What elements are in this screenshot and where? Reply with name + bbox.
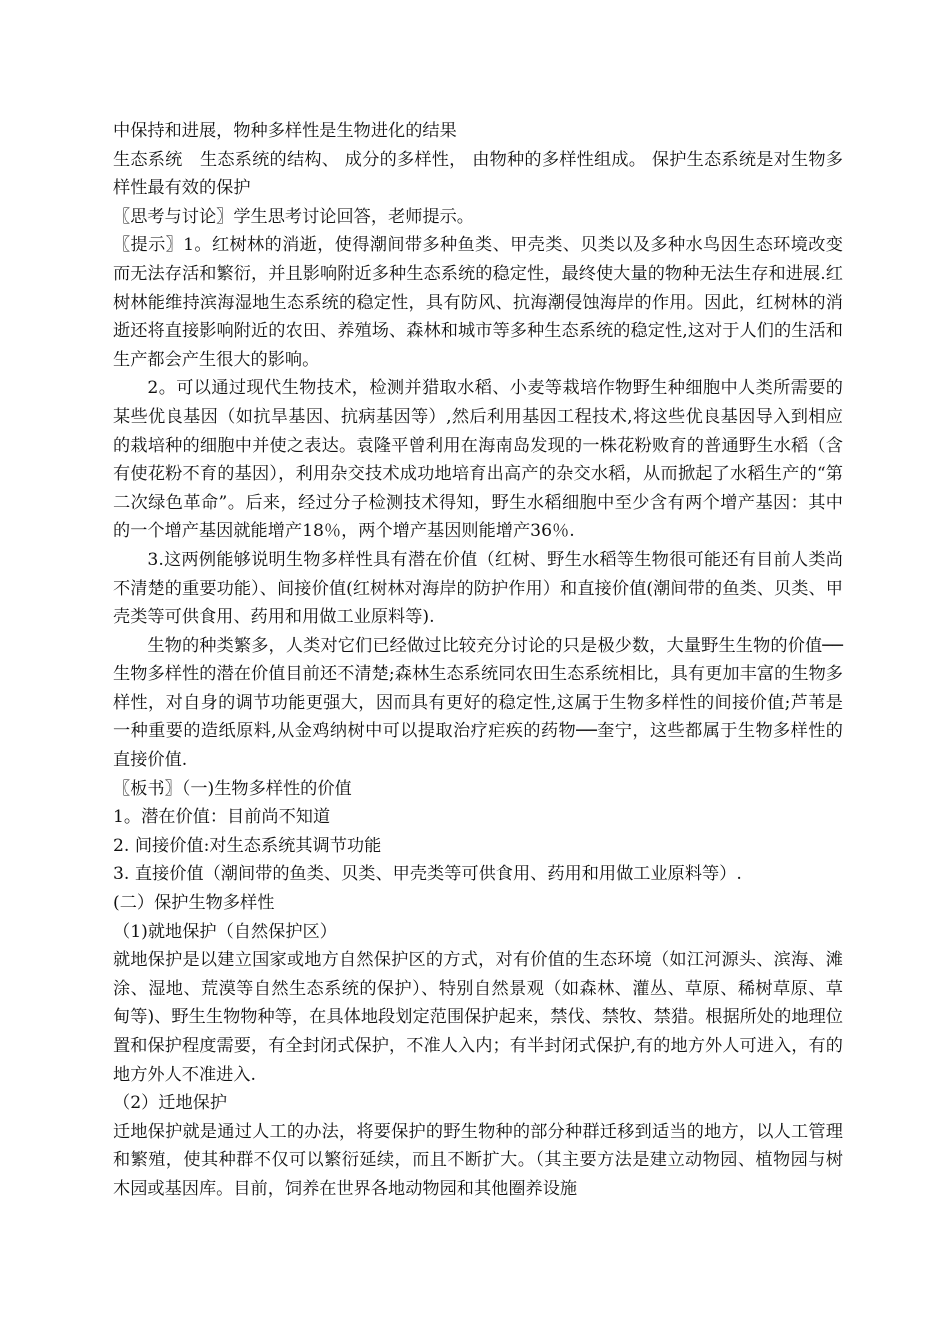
paragraph-11: 3. 直接价值（潮间带的鱼类、贝类、甲壳类等可供食用、药用和用做工业原料等）. bbox=[113, 864, 742, 885]
paragraph-13: （1)就地保护（自然保护区） bbox=[113, 921, 337, 942]
paragraph-5: 2。可以通过现代生物技术，检测并猎取水稻、小麦等栽培作物野生种细胞中人类所需要的某些优良基因（如抗旱基因、抗病基因等）,然后利用基因工程技术,将这些优良基因导入到相应的栽培种的细胞中并使之表达。袁隆平曾利用在海南岛发现的一株花粉败育的普通野生水稻（含有使花粉不育的基因），利用杂交技术成功地培育出高产的杂交水稻，从而掀起了水稻生产的“第二次绿色革命”。后来，经过分子检测技术得知，野生水稻细胞中至少含有两个增产基因：其中的一个增产基因就能增产18％，两个增产基因则能增产36％. bbox=[113, 378, 843, 542]
paragraph-16: 迁地保护就是通过人工的办法，将要保护的野生物种的部分种群迁移到适当的地方，以人工管理和繁殖，使其种群不仅可以繁衍延续，而且不断扩大。（其主要方法是建立动物园、植物园与树木园或基因库。目前，饲养在世界各地动物园和其他圈养设施 bbox=[113, 1121, 843, 1199]
paragraph-14: 就地保护是以建立国家或地方自然保护区的方式，对有价值的生态环境（如江河源头、滨海、滩涂、湿地、荒漠等自然生态系统的保护）、特别自然景观（如森林、灌丛、草原、稀树草原、草甸等)、野生生物物种等，在具体地段划定范围保护起来，禁伐、禁牧、禁猎。根据所处的地理位置和保护程度需要，有全封闭式保护，不准人入内；有半封闭式保护,有的地方外人可进入，有的地方外人不准进入. bbox=[113, 950, 843, 1085]
paragraph-8: 〖板书〗（一)生物多样性的价值 bbox=[113, 778, 352, 799]
document-page bbox=[113, 117, 843, 1204]
paragraph-7: 生物的种类繁多，人类对它们已经做过比较充分讨论的只是极少数，大量野生生物的价值──生物多样性的潜在价值目前还不清楚;森林生态系统同农田生态系统相比，具有更加丰富的生物多样性，对自身的调节功能更强大，因而具有更好的稳定性,这属于生物多样性的间接价值;芦苇是一种重要的造纸原料,从金鸡纳树中可以提取治疗疟疾的药物──奎宁，这些都属于生物多样性的直接价值. bbox=[113, 635, 843, 771]
paragraph-10: 2. 间接价值:对生态系统其调节功能 bbox=[113, 835, 382, 856]
paragraph-12: (二）保护生物多样性 bbox=[113, 893, 275, 914]
paragraph-3: 〖思考与讨论〗学生思考讨论回答，老师提示。 bbox=[113, 206, 474, 227]
paragraph-4: 〖提示〗1。红树林的消逝，使得潮间带多种鱼类、甲壳类、贝类以及多种水鸟因生态环境改变而无法存活和繁衍，并且影响附近多种生态系统的稳定性，最终使大量的物种无法生存和进展.红树林能维持滨海湿地生态系统的稳定性，具有防风、抗海潮侵蚀海岸的作用。因此，红树林的消逝还将直接影响附近的农田、养殖场、森林和城市等多种生态系统的稳定性,这对于人们的生活和生产都会产生很大的影响。 bbox=[113, 235, 843, 370]
paragraph-15: （2）迁地保护 bbox=[113, 1093, 228, 1114]
paragraph-6: 3.这两例能够说明生物多样性具有潜在价值（红树、野生水稻等生物很可能还有目前人类尚不清楚的重要功能）、间接价值(红树林对海岸的防护作用）和直接价值(潮间带的鱼类、贝类、甲壳类等可供食用、药用和用做工业原料等). bbox=[113, 549, 843, 628]
paragraph-2: 生态系统 生态系统的结构、 成分的多样性， 由物种的多样性组成。 保护生态系统是对生物多样性最有效的保护 bbox=[113, 149, 843, 199]
paragraph-9: 1。潜在价值：目前尚不知道 bbox=[113, 807, 331, 828]
paragraph-1: 中保持和进展，物种多样性是生物进化的结果 bbox=[113, 121, 457, 141]
